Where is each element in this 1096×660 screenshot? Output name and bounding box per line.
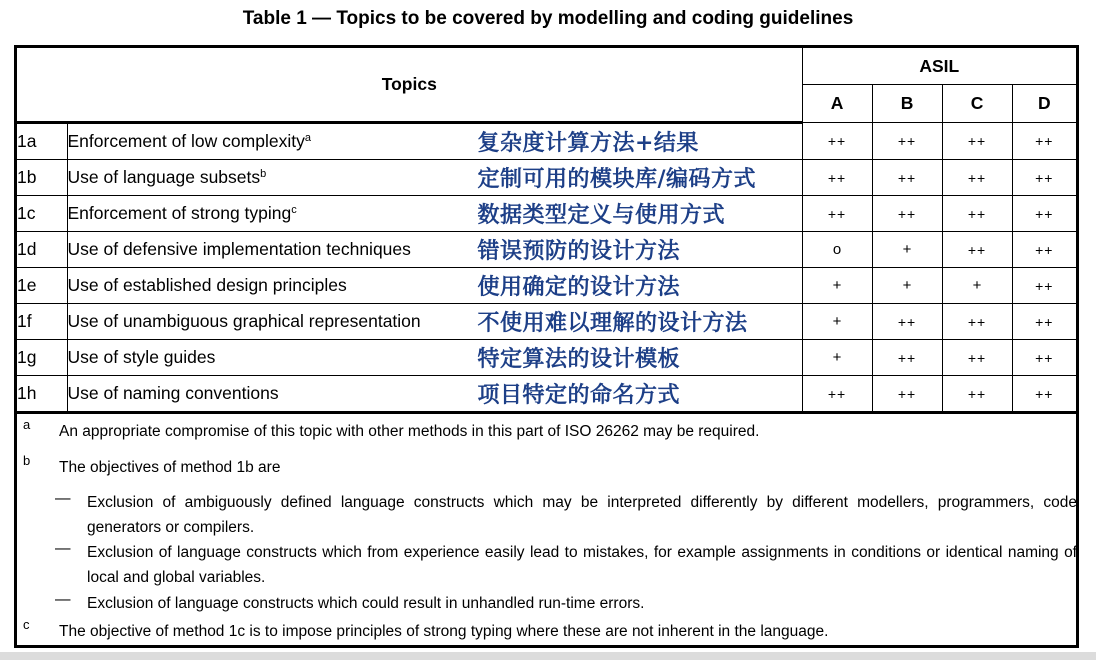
asil-c-mark: ++ — [942, 304, 1012, 340]
asil-d-mark: ++ — [1012, 340, 1076, 376]
asil-a-mark: ++ — [802, 376, 872, 413]
asil-d-mark: ++ — [1012, 160, 1076, 196]
chinese-annotation: 数据类型定义与使用方式 — [477, 202, 726, 228]
asil-c-mark: + — [942, 268, 1012, 304]
asil-a-mark: o — [802, 232, 872, 268]
asil-a-mark: ++ — [802, 160, 872, 196]
asil-b-mark: + — [872, 268, 942, 304]
row-topic: Enforcement of strong typing — [67, 203, 292, 223]
row-id: 1d — [17, 232, 67, 268]
row-id: 1b — [17, 160, 67, 196]
row-topic-cell — [67, 268, 802, 304]
row-topic: Use of defensive implementation techniques — [67, 239, 411, 259]
asil-c-mark: ++ — [942, 160, 1012, 196]
row-topic: Use of naming conventions — [67, 383, 279, 403]
bullet-dash: — — [55, 490, 71, 507]
chinese-annotation: 使用确定的设计方法 — [477, 274, 681, 300]
asil-b-mark: ++ — [872, 123, 942, 160]
chinese-annotation: 复杂度计算方法+结果 — [477, 130, 699, 156]
asil-a-mark: ++ — [802, 123, 872, 160]
bottom-scroll-area — [0, 652, 1096, 660]
row-id: 1c — [17, 196, 67, 232]
asil-d-mark: ++ — [1012, 304, 1076, 340]
row-topic-cell — [67, 160, 802, 196]
row-topic-cell — [67, 340, 802, 376]
row-id: 1a — [17, 123, 67, 160]
row-topic-cell — [67, 304, 802, 340]
footnote-marker: b — [260, 168, 267, 180]
row-topic: Use of style guides — [67, 347, 216, 367]
asil-b-mark: ++ — [872, 376, 942, 413]
bullet-dash: — — [55, 591, 71, 608]
chinese-annotation: 特定算法的设计模板 — [477, 346, 681, 372]
row-topic-cell — [67, 232, 802, 268]
asil-d-mark: ++ — [1012, 232, 1076, 268]
note-key: a — [23, 417, 31, 432]
asil-c-mark: ++ — [942, 196, 1012, 232]
topics-header: Topics — [17, 48, 802, 123]
table-title: Table 1 — Topics to be covered by modelling and coding guidelines — [242, 8, 854, 29]
row-topic-cell — [67, 123, 802, 160]
chinese-annotation: 定制可用的模块库/编码方式 — [477, 166, 757, 192]
asil-c-mark: ++ — [942, 340, 1012, 376]
topics-table — [17, 48, 1076, 414]
asil-d-mark: ++ — [1012, 268, 1076, 304]
bullet-dash: — — [55, 540, 71, 557]
chinese-annotation: 错误预防的设计方法 — [477, 238, 681, 264]
table-row — [17, 376, 1076, 413]
footnote-marker: c — [291, 204, 297, 216]
asil-header: ASIL — [802, 48, 1076, 85]
asil-a-mark: ++ — [802, 196, 872, 232]
row-topic-cell — [67, 196, 802, 232]
table-row — [17, 304, 1076, 340]
bullet-text: Exclusion of language constructs which from experience easily lead to mistakes, for example assignments in conditions or identical naming of local and global variables. — [87, 544, 1077, 586]
row-topic: Use of established design principles — [67, 275, 347, 295]
table-row — [17, 232, 1076, 268]
table-row — [17, 160, 1076, 196]
asil-c-header: C — [942, 85, 1012, 123]
asil-b-mark: ++ — [872, 196, 942, 232]
asil-a-header: A — [802, 85, 872, 123]
asil-d-header: D — [1012, 85, 1076, 123]
bullet-text: Exclusion of ambiguously defined language constructs which may be interpreted differently by different modellers, programmers, code generators or compilers. — [87, 494, 1077, 536]
asil-c-mark: ++ — [942, 123, 1012, 160]
row-topic: Use of language subsets — [67, 167, 261, 187]
bullet-text: Exclusion of language constructs which could result in unhandled run-time errors. — [87, 595, 645, 612]
footnote-marker: a — [304, 132, 311, 144]
asil-c-mark: ++ — [942, 232, 1012, 268]
table-frame — [14, 45, 1079, 648]
row-id: 1h — [17, 376, 67, 413]
asil-b-mark: ++ — [872, 340, 942, 376]
note-text: The objective of method 1c is to impose principles of strong typing where these are not inherent in the language. — [59, 623, 829, 640]
asil-d-mark: ++ — [1012, 123, 1076, 160]
table-row — [17, 123, 1076, 160]
chinese-annotation: 项目特定的命名方式 — [477, 382, 681, 408]
asil-c-mark: ++ — [942, 376, 1012, 413]
asil-a-mark: + — [802, 304, 872, 340]
row-topic: Use of unambiguous graphical representation — [67, 311, 421, 331]
chinese-annotation: 不使用难以理解的设计方法 — [477, 310, 748, 336]
note-text: An appropriate compromise of this topic with other methods in this part of ISO 26262 may be required. — [59, 423, 760, 440]
asil-d-mark: ++ — [1012, 376, 1076, 413]
table-row — [17, 340, 1076, 376]
row-id: 1f — [17, 304, 67, 340]
row-id: 1g — [17, 340, 67, 376]
asil-a-mark: + — [802, 340, 872, 376]
row-topic-cell — [67, 376, 802, 413]
note-key: c — [23, 617, 30, 632]
asil-b-mark: ++ — [872, 160, 942, 196]
note-text: The objectives of method 1b are — [59, 459, 281, 476]
row-topic: Enforcement of low complexity — [67, 131, 305, 151]
table-row — [17, 268, 1076, 304]
asil-b-header: B — [872, 85, 942, 123]
note-key: b — [23, 453, 31, 468]
table-row — [17, 196, 1076, 232]
asil-b-mark: ++ — [872, 304, 942, 340]
row-id: 1e — [17, 268, 67, 304]
asil-a-mark: + — [802, 268, 872, 304]
asil-d-mark: ++ — [1012, 196, 1076, 232]
asil-b-mark: + — [872, 232, 942, 268]
